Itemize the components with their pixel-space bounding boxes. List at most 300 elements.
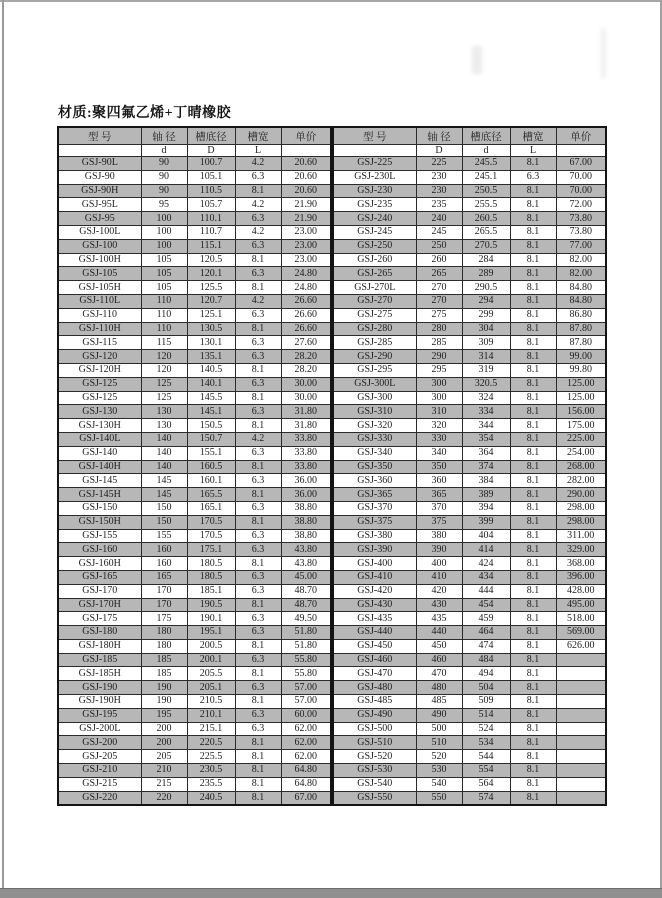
- table-row: [58, 281, 331, 295]
- cell-model: GSJ-510: [333, 736, 416, 750]
- cell-price: 21.90: [281, 212, 331, 226]
- table-row: [58, 267, 331, 281]
- table-row: [333, 308, 606, 322]
- cell-price: 60.00: [281, 708, 331, 722]
- cell-dimension: 180: [141, 639, 187, 653]
- cell-dimension: 4.2: [235, 225, 281, 239]
- cell-dimension: 220.5: [187, 736, 235, 750]
- table-row: [333, 363, 606, 377]
- cell-dimension: 8.1: [510, 239, 556, 253]
- table-row: [58, 777, 331, 791]
- table-row: [333, 294, 606, 308]
- cell-price: 24.80: [281, 267, 331, 281]
- cell-model: GSJ-225: [333, 157, 416, 171]
- cell-dimension: 90: [141, 170, 187, 184]
- cell-dimension: 155: [141, 529, 187, 543]
- cell-dimension: 270.5: [462, 239, 510, 253]
- cell-dimension: 190.5: [187, 598, 235, 612]
- cell-dimension: 110.7: [187, 225, 235, 239]
- cell-model: GSJ-90H: [58, 184, 141, 198]
- cell-price: 290.00: [556, 488, 606, 502]
- cell-dimension: 230.5: [187, 764, 235, 778]
- table-row: [333, 145, 606, 157]
- table-row: [58, 308, 331, 322]
- cell-price: 298.00: [556, 515, 606, 529]
- cell-price: 77.00: [556, 239, 606, 253]
- cell-dimension: 4.2: [235, 198, 281, 212]
- table-row: [333, 750, 606, 764]
- cell-dimension: 250: [416, 239, 462, 253]
- cell-dimension: 8.1: [510, 363, 556, 377]
- cell-dimension: 384: [462, 474, 510, 488]
- table-row: [333, 212, 606, 226]
- cell-dimension: 105: [141, 267, 187, 281]
- table-row: [333, 322, 606, 336]
- cell-model: GSJ-155: [58, 529, 141, 543]
- cell-model: GSJ-240: [333, 212, 416, 226]
- cell-dimension: 270: [416, 281, 462, 295]
- table-row: [58, 350, 331, 364]
- table-row: [58, 474, 331, 488]
- cell-dimension: 180.5: [187, 557, 235, 571]
- cell-price: 51.80: [281, 639, 331, 653]
- header-cell: 轴 径: [141, 127, 187, 145]
- cell-dimension: 170.5: [187, 515, 235, 529]
- cell-dimension: 289: [462, 267, 510, 281]
- cell-dimension: 340: [416, 446, 462, 460]
- cell-model: GSJ-110L: [58, 294, 141, 308]
- cell-dimension: 8.1: [510, 446, 556, 460]
- cell-dimension: 165.1: [187, 501, 235, 515]
- cell-model: GSJ-470: [333, 667, 416, 681]
- cell-dimension: 8.1: [510, 653, 556, 667]
- cell-dimension: 265: [416, 267, 462, 281]
- cell-price: 428.00: [556, 584, 606, 598]
- cell-model: GSJ-260: [333, 253, 416, 267]
- cell-dimension: 210.1: [187, 708, 235, 722]
- cell-dimension: 260.5: [462, 212, 510, 226]
- table-row: [58, 446, 331, 460]
- cell-dimension: 510: [416, 736, 462, 750]
- cell-model: GSJ-110H: [58, 322, 141, 336]
- cell-dimension: 125.5: [187, 281, 235, 295]
- cell-price: 23.00: [281, 253, 331, 267]
- cell-dimension: 150: [141, 515, 187, 529]
- cell-model: GSJ-400: [333, 557, 416, 571]
- cell-model: GSJ-140H: [58, 460, 141, 474]
- table-row: [58, 791, 331, 805]
- cell-dimension: 170: [141, 598, 187, 612]
- cell-dimension: 120.1: [187, 267, 235, 281]
- cell-dimension: 115: [141, 336, 187, 350]
- cell-model: GSJ-300L: [333, 377, 416, 391]
- cell-price: 33.80: [281, 432, 331, 446]
- subheader-cell: L: [510, 145, 556, 157]
- cell-dimension: 6.3: [510, 170, 556, 184]
- cell-price: 24.80: [281, 281, 331, 295]
- cell-model: GSJ-125: [58, 377, 141, 391]
- cell-model: GSJ-410: [333, 570, 416, 584]
- cell-price: 30.00: [281, 377, 331, 391]
- cell-dimension: 8.1: [510, 543, 556, 557]
- cell-price: 70.00: [556, 170, 606, 184]
- table-row: [333, 336, 606, 350]
- cell-price: 26.60: [281, 294, 331, 308]
- cell-price: 20.60: [281, 170, 331, 184]
- cell-model: GSJ-290: [333, 350, 416, 364]
- cell-model: GSJ-180: [58, 626, 141, 640]
- cell-dimension: 205.1: [187, 681, 235, 695]
- cell-dimension: 8.1: [510, 750, 556, 764]
- cell-dimension: 389: [462, 488, 510, 502]
- table-row: [333, 198, 606, 212]
- table-row: [333, 225, 606, 239]
- cell-model: GSJ-100H: [58, 253, 141, 267]
- subheader-cell: [58, 145, 141, 157]
- cell-dimension: 344: [462, 419, 510, 433]
- cell-dimension: 170: [141, 584, 187, 598]
- cell-dimension: 145.1: [187, 405, 235, 419]
- scan-edge-bottom: [0, 888, 662, 898]
- cell-price: [556, 777, 606, 791]
- table-row: [58, 515, 331, 529]
- table-row: [333, 127, 606, 145]
- cell-dimension: 295: [416, 363, 462, 377]
- cell-model: GSJ-165: [58, 570, 141, 584]
- cell-model: GSJ-130: [58, 405, 141, 419]
- cell-model: GSJ-150H: [58, 515, 141, 529]
- cell-dimension: 8.1: [235, 736, 281, 750]
- scan-artifact: [601, 28, 606, 78]
- cell-price: 254.00: [556, 446, 606, 460]
- cell-dimension: 8.1: [510, 736, 556, 750]
- table-row: [58, 750, 331, 764]
- cell-dimension: 210: [141, 764, 187, 778]
- cell-dimension: 334: [462, 405, 510, 419]
- scan-edge-left: [2, 0, 4, 890]
- cell-price: 82.00: [556, 267, 606, 281]
- header-cell: 型 号: [58, 127, 141, 145]
- table-row: [333, 529, 606, 543]
- table-row: [333, 267, 606, 281]
- cell-dimension: 310: [416, 405, 462, 419]
- cell-model: GSJ-320: [333, 419, 416, 433]
- cell-model: GSJ-185: [58, 653, 141, 667]
- table-row: [58, 419, 331, 433]
- cell-dimension: 105.1: [187, 170, 235, 184]
- cell-dimension: 195: [141, 708, 187, 722]
- cell-price: 67.00: [556, 157, 606, 171]
- cell-dimension: 490: [416, 708, 462, 722]
- cell-model: GSJ-145H: [58, 488, 141, 502]
- cell-dimension: 8.1: [235, 363, 281, 377]
- cell-dimension: 444: [462, 584, 510, 598]
- table-row: [333, 157, 606, 171]
- subheader-cell: d: [462, 145, 510, 157]
- cell-dimension: 494: [462, 667, 510, 681]
- cell-price: [556, 681, 606, 695]
- cell-price: 495.00: [556, 598, 606, 612]
- cell-price: 70.00: [556, 184, 606, 198]
- cell-dimension: 185: [141, 667, 187, 681]
- cell-dimension: 320: [416, 419, 462, 433]
- cell-model: GSJ-230L: [333, 170, 416, 184]
- cell-dimension: 8.1: [510, 777, 556, 791]
- cell-model: GSJ-360: [333, 474, 416, 488]
- cell-price: 48.70: [281, 598, 331, 612]
- cell-model: GSJ-95: [58, 212, 141, 226]
- cell-dimension: 120: [141, 363, 187, 377]
- cell-dimension: 309: [462, 336, 510, 350]
- subheader-cell: [281, 145, 331, 157]
- cell-dimension: 460: [416, 653, 462, 667]
- cell-dimension: 8.1: [235, 488, 281, 502]
- cell-price: 20.60: [281, 184, 331, 198]
- cell-model: GSJ-270L: [333, 281, 416, 295]
- table-row: [58, 239, 331, 253]
- cell-dimension: 450: [416, 639, 462, 653]
- cell-model: GSJ-550: [333, 791, 416, 805]
- scan-edge-top: [0, 0, 662, 2]
- table-row: [333, 653, 606, 667]
- cell-model: GSJ-105: [58, 267, 141, 281]
- cell-dimension: 6.3: [235, 722, 281, 736]
- cell-dimension: 6.3: [235, 501, 281, 515]
- cell-dimension: 175.1: [187, 543, 235, 557]
- cell-dimension: 435: [416, 612, 462, 626]
- table-row: [333, 391, 606, 405]
- table-row: [58, 225, 331, 239]
- cell-dimension: 140: [141, 460, 187, 474]
- cell-dimension: 284: [462, 253, 510, 267]
- cell-dimension: 4.2: [235, 157, 281, 171]
- header-cell: 槽底径: [462, 127, 510, 145]
- cell-model: GSJ-90L: [58, 157, 141, 171]
- cell-dimension: 8.1: [235, 281, 281, 295]
- cell-dimension: 160.1: [187, 474, 235, 488]
- cell-price: 329.00: [556, 543, 606, 557]
- cell-dimension: 8.1: [510, 598, 556, 612]
- cell-dimension: 6.3: [235, 405, 281, 419]
- table-row: [333, 474, 606, 488]
- cell-dimension: 8.1: [510, 626, 556, 640]
- cell-price: 626.00: [556, 639, 606, 653]
- cell-model: GSJ-130H: [58, 419, 141, 433]
- cell-dimension: 8.1: [510, 377, 556, 391]
- cell-dimension: 265.5: [462, 225, 510, 239]
- cell-price: 67.00: [281, 791, 331, 805]
- cell-price: 57.00: [281, 681, 331, 695]
- cell-model: GSJ-160: [58, 543, 141, 557]
- cell-dimension: 4.2: [235, 294, 281, 308]
- cell-dimension: 500: [416, 722, 462, 736]
- cell-price: 23.00: [281, 225, 331, 239]
- cell-dimension: 135.1: [187, 350, 235, 364]
- cell-dimension: 440: [416, 626, 462, 640]
- cell-price: [556, 750, 606, 764]
- cell-dimension: 8.1: [510, 405, 556, 419]
- scan-artifact: [472, 46, 482, 74]
- cell-dimension: 105: [141, 253, 187, 267]
- cell-model: GSJ-280: [333, 322, 416, 336]
- cell-model: GSJ-120H: [58, 363, 141, 377]
- cell-model: GSJ-95L: [58, 198, 141, 212]
- cell-dimension: 8.1: [510, 557, 556, 571]
- table-row: [58, 253, 331, 267]
- table-row: [333, 170, 606, 184]
- cell-model: GSJ-90: [58, 170, 141, 184]
- cell-price: 30.00: [281, 391, 331, 405]
- cell-price: 62.00: [281, 722, 331, 736]
- cell-dimension: 290.5: [462, 281, 510, 295]
- cell-dimension: 200: [141, 722, 187, 736]
- cell-dimension: 304: [462, 322, 510, 336]
- cell-dimension: 8.1: [510, 184, 556, 198]
- cell-dimension: 390: [416, 543, 462, 557]
- cell-model: GSJ-390: [333, 543, 416, 557]
- cell-dimension: 320.5: [462, 377, 510, 391]
- cell-dimension: 8.1: [510, 419, 556, 433]
- table-row: [58, 212, 331, 226]
- cell-dimension: 8.1: [510, 722, 556, 736]
- cell-dimension: 105: [141, 281, 187, 295]
- table-row: [58, 405, 331, 419]
- cell-price: 62.00: [281, 750, 331, 764]
- price-table-left: [57, 126, 332, 806]
- cell-dimension: 165.5: [187, 488, 235, 502]
- table-row: [58, 639, 331, 653]
- cell-model: GSJ-250: [333, 239, 416, 253]
- cell-price: 31.80: [281, 405, 331, 419]
- cell-model: GSJ-245: [333, 225, 416, 239]
- cell-dimension: 125.1: [187, 308, 235, 322]
- cell-dimension: 509: [462, 695, 510, 709]
- cell-dimension: 410: [416, 570, 462, 584]
- cell-dimension: 6.3: [235, 377, 281, 391]
- cell-dimension: 8.1: [510, 639, 556, 653]
- cell-model: GSJ-170H: [58, 598, 141, 612]
- table-row: [58, 488, 331, 502]
- cell-price: 38.80: [281, 501, 331, 515]
- cell-model: GSJ-195: [58, 708, 141, 722]
- cell-model: GSJ-175: [58, 612, 141, 626]
- cell-dimension: 544: [462, 750, 510, 764]
- cell-dimension: 8.1: [510, 667, 556, 681]
- table-row: [333, 432, 606, 446]
- cell-dimension: 220: [141, 791, 187, 805]
- cell-dimension: 235.5: [187, 777, 235, 791]
- cell-price: [556, 764, 606, 778]
- header-cell: 单价: [281, 127, 331, 145]
- cell-dimension: 8.1: [510, 322, 556, 336]
- cell-dimension: 120.7: [187, 294, 235, 308]
- cell-price: 73.80: [556, 225, 606, 239]
- cell-dimension: 130.5: [187, 322, 235, 336]
- cell-dimension: 294: [462, 294, 510, 308]
- cell-dimension: 6.3: [235, 584, 281, 598]
- cell-model: GSJ-205: [58, 750, 141, 764]
- header-cell: 型 号: [333, 127, 416, 145]
- cell-dimension: 6.3: [235, 626, 281, 640]
- cell-dimension: 105.7: [187, 198, 235, 212]
- cell-dimension: 464: [462, 626, 510, 640]
- cell-dimension: 230: [416, 184, 462, 198]
- cell-dimension: 250.5: [462, 184, 510, 198]
- cell-dimension: 8.1: [510, 488, 556, 502]
- cell-price: 20.60: [281, 157, 331, 171]
- cell-dimension: 534: [462, 736, 510, 750]
- cell-model: GSJ-530: [333, 764, 416, 778]
- table-row: [333, 515, 606, 529]
- cell-model: GSJ-140L: [58, 432, 141, 446]
- cell-model: GSJ-105H: [58, 281, 141, 295]
- cell-dimension: 145.5: [187, 391, 235, 405]
- cell-dimension: 100: [141, 239, 187, 253]
- cell-model: GSJ-220: [58, 791, 141, 805]
- cell-dimension: 6.3: [235, 681, 281, 695]
- cell-dimension: 160: [141, 557, 187, 571]
- cell-dimension: 540: [416, 777, 462, 791]
- table-row: [58, 501, 331, 515]
- table-row: [333, 570, 606, 584]
- cell-dimension: 8.1: [510, 515, 556, 529]
- cell-dimension: 8.1: [510, 225, 556, 239]
- cell-model: GSJ-170: [58, 584, 141, 598]
- cell-price: 49.50: [281, 612, 331, 626]
- table-row: [58, 598, 331, 612]
- table-row: [58, 157, 331, 171]
- cell-dimension: 8.1: [235, 750, 281, 764]
- cell-dimension: 6.3: [235, 446, 281, 460]
- cell-dimension: 8.1: [510, 294, 556, 308]
- cell-dimension: 140: [141, 432, 187, 446]
- cell-dimension: 454: [462, 598, 510, 612]
- table-row: [333, 419, 606, 433]
- cell-dimension: 190.1: [187, 612, 235, 626]
- cell-model: GSJ-435: [333, 612, 416, 626]
- cell-model: GSJ-375: [333, 515, 416, 529]
- cell-dimension: 524: [462, 722, 510, 736]
- cell-dimension: 150: [141, 501, 187, 515]
- cell-dimension: 8.1: [510, 570, 556, 584]
- cell-dimension: 364: [462, 446, 510, 460]
- cell-dimension: 110.5: [187, 184, 235, 198]
- table-row: [333, 184, 606, 198]
- cell-model: GSJ-150: [58, 501, 141, 515]
- table-row: [58, 198, 331, 212]
- table-row: [333, 350, 606, 364]
- cell-dimension: 130: [141, 405, 187, 419]
- price-table-right: [332, 126, 607, 806]
- table-row: [58, 184, 331, 198]
- table-row: [58, 736, 331, 750]
- cell-dimension: 8.1: [510, 253, 556, 267]
- cell-dimension: 155.1: [187, 446, 235, 460]
- cell-price: 84.80: [556, 281, 606, 295]
- cell-price: 43.80: [281, 557, 331, 571]
- cell-price: 38.80: [281, 529, 331, 543]
- cell-price: 396.00: [556, 570, 606, 584]
- cell-dimension: 110: [141, 322, 187, 336]
- cell-dimension: 554: [462, 764, 510, 778]
- table-row: [333, 377, 606, 391]
- cell-dimension: 564: [462, 777, 510, 791]
- cell-price: 569.00: [556, 626, 606, 640]
- cell-dimension: 170.5: [187, 529, 235, 543]
- cell-price: 72.00: [556, 198, 606, 212]
- cell-dimension: 470: [416, 667, 462, 681]
- cell-dimension: 8.1: [510, 391, 556, 405]
